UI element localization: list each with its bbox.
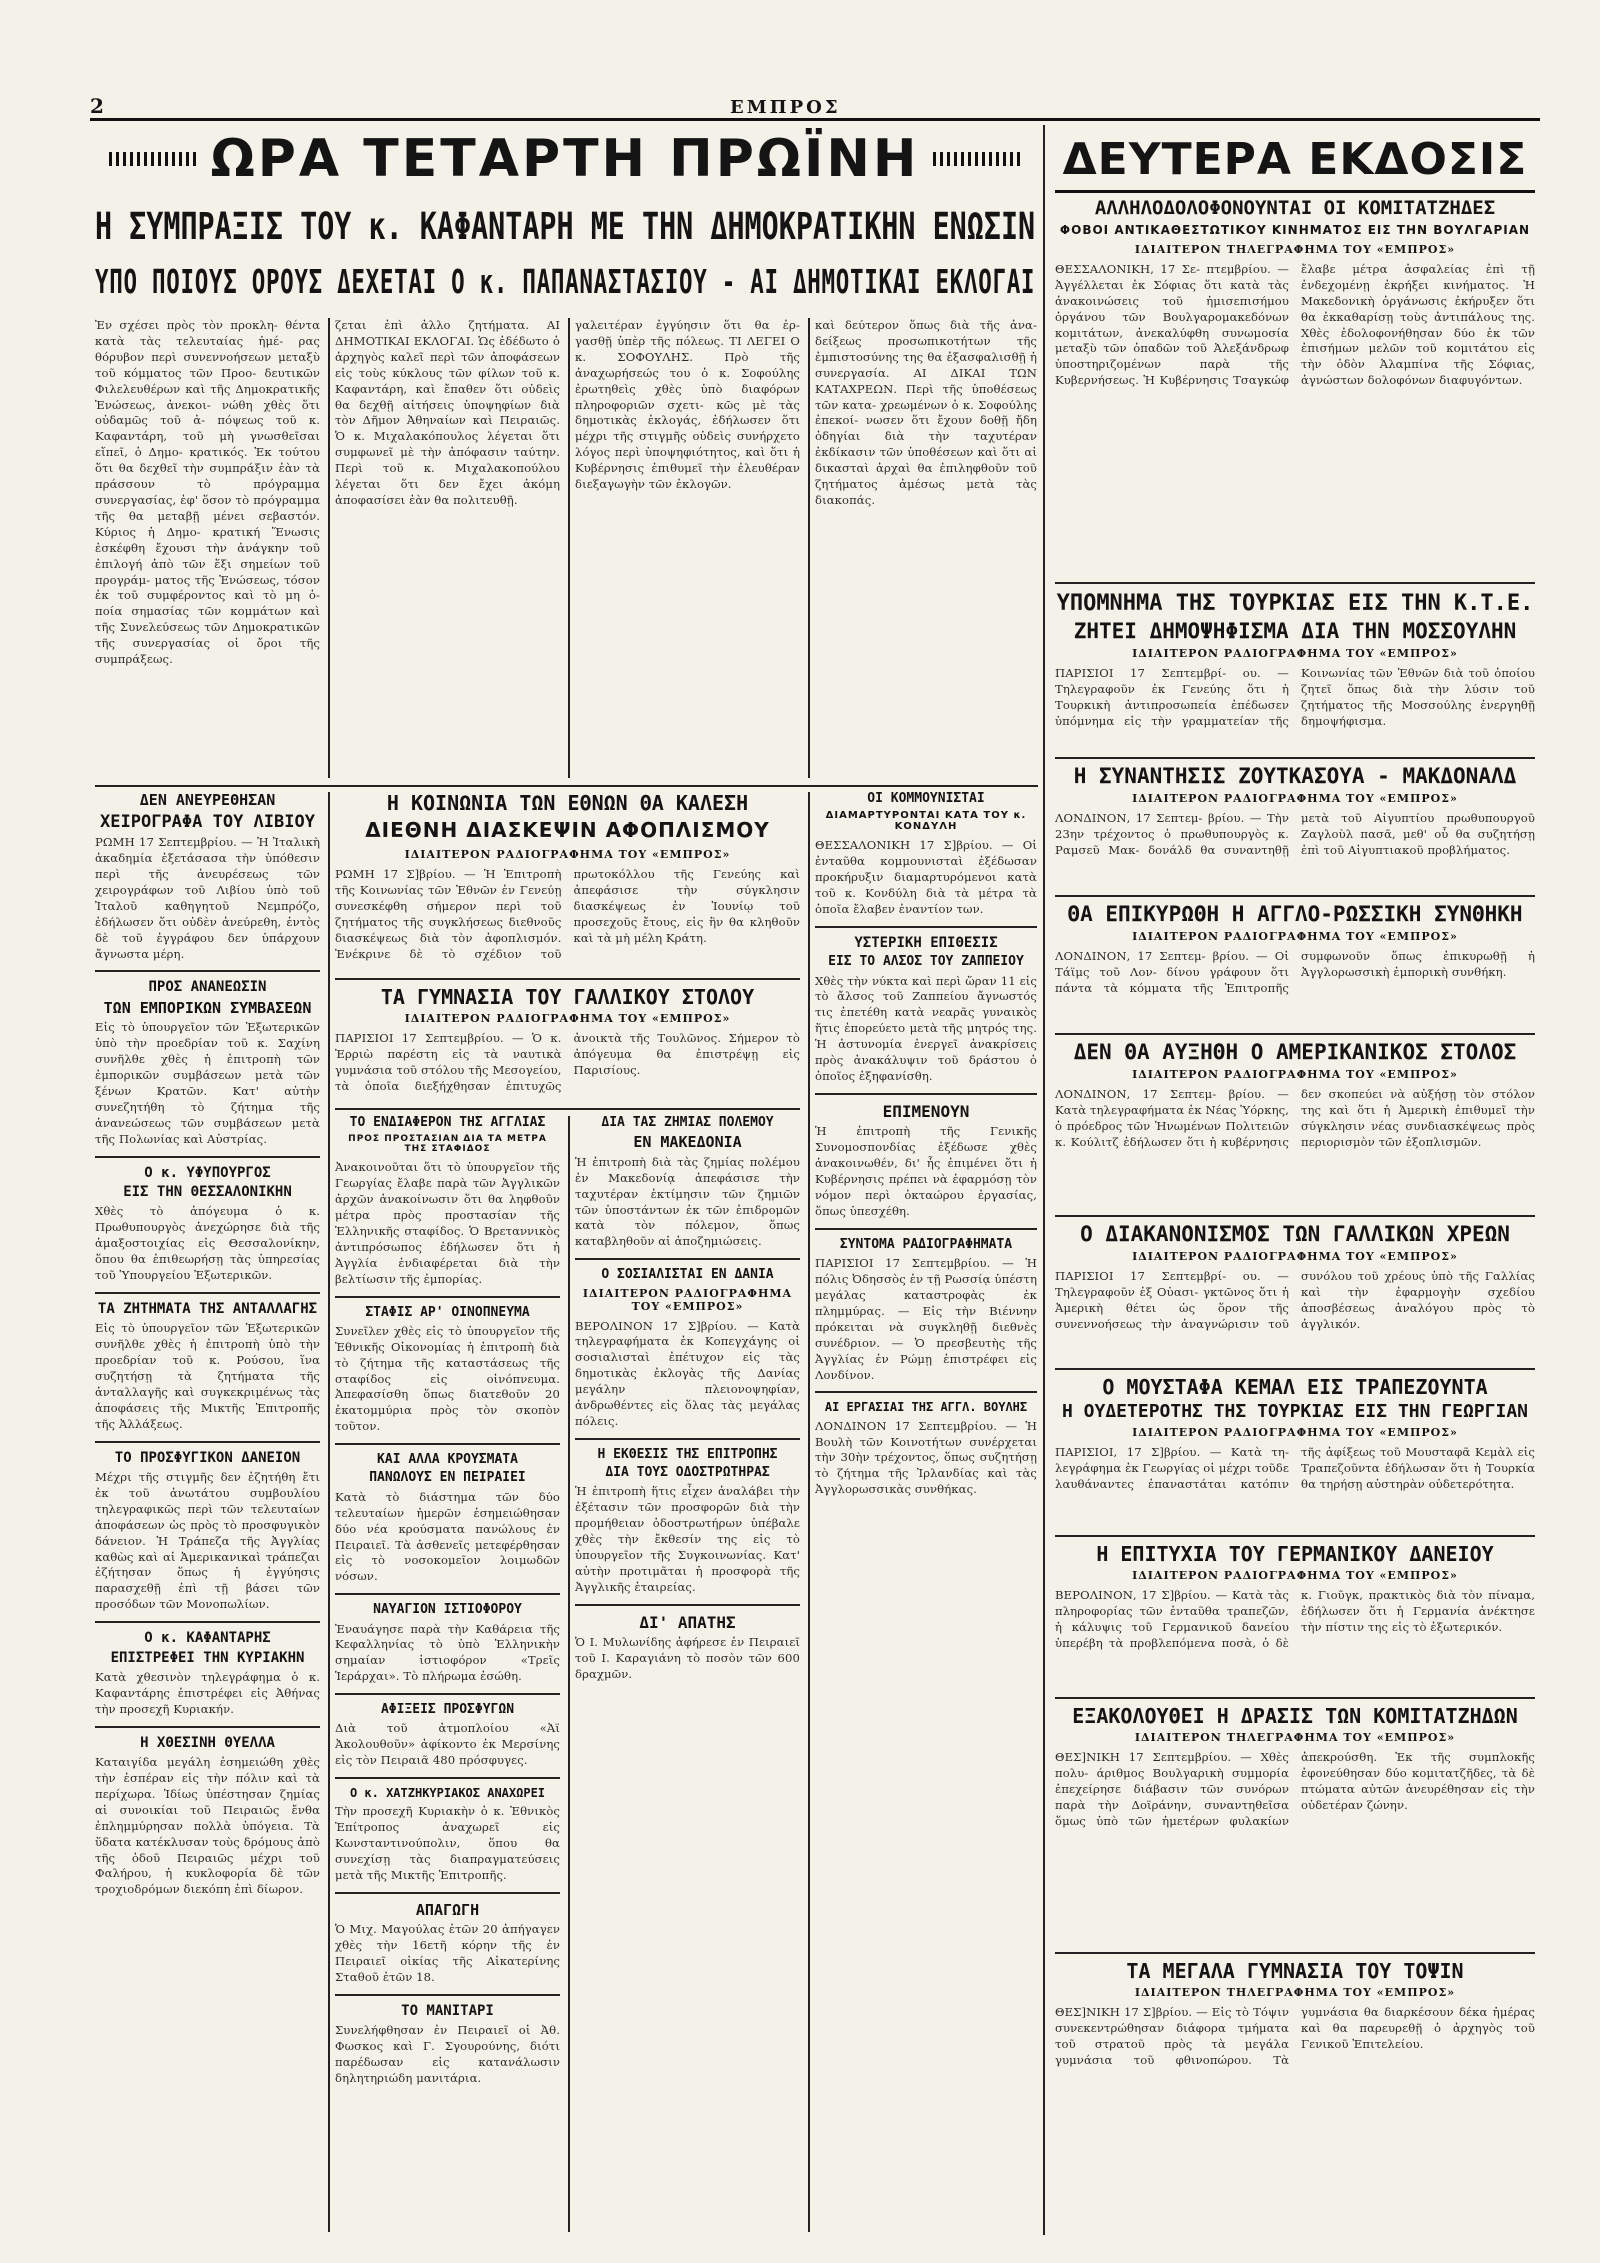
article-anglo-russian: ΘΑ ΕΠΙΚΥΡΩΘΗ Η ΑΓΓΛΟ-ΡΩΣΣΙΚΗ ΣΥΝΘΗΚΗ ΙΔΙΑΙΤΕΡΟΝ ΡΑΔΙΟΓΡΑΦΗΜΑ ΤΟΥ «ΕΜΠΡΟΣ» ΛΟΝΔΙΝΟΝ, 17 Σεπτεμ- βρίου. — Οἱ Τάϊμς τοῦ Λον- δίνου γράφουν ὅτι πάντα τὰ κόμματα τῆς Ἐπιτροπῆς συμφωνοῦν ὅπως ἐπικυρωθῇ ἡ Ἀγγλορωσσικὴ ἐμπορικὴ συνθήκη. [1055,903,1535,995]
column-rule [808,318,810,778]
article-german-loan: Η ΕΠΙΤΥΧΙΑ ΤΟΥ ΓΕΡΜΑΝΙΚΟΥ ΔΑΝΕΙΟΥ ΙΔΙΑΙΤΕΡΟΝ ΡΑΔΙΟΓΡΑΦΗΜΑ ΤΟΥ «ΕΜΠΡΟΣ» ΒΕΡΟΛΙΝΟΝ, 17 Σ]βρίου. — Κατὰ τὰς πληροφορίας τῶν ἐνταῦθα τραπεζῶν, ἡ κάλυψις τοῦ Γερμανικοῦ δανείου ὑπερέβη τὰ προβλεπόμενα ποσὰ, ὁ δὲ κ. Γιοῦγκ, πρακτικὸς διὰ τὸν πίναμα, ἐδήλωσεν ὅτι ἡ Γερμανία ἀνέκτησε τὴν πίστιν της εἰς τὸ ἐξωτερικόν. [1055,1543,1535,1650]
section-rule [1055,1033,1535,1035]
left-news-column: ΔΕΝ ΑΝΕΥΡΕΘΗΣΑΝ ΧΕΙΡΟΓΡΑΦΑ ΤΟΥ ΛΙΒΙΟΥ ΡΩΜΗ 17 Σεπτεμβρίου. — Ἡ Ἰταλικὴ ἀκαδημία ἐξετάσασα τὴν ὑπόθεσιν περὶ τῆς ἀνευρέσεως τῶν χειρογράφων τοῦ Λιβίου ὑπὸ τοῦ Ἰταλοῦ καθηγητοῦ Νεμπρόζο, ἐδήλωσεν ὅτι οὐδὲν ἀνεύρεθη, ἐντὸς δὲ τοῦ ἐγγράφου δεν ὑπάρχουν ἄγνωστα μέρη. ΠΡΟΣ ΑΝΑΝΕΩΣΙΝ ΤΩΝ ΕΜΠΟΡΙΚΩΝ ΣΥΜΒΑΣΕΩΝ Εἰς τὸ ὑπουργεῖον τῶν Ἐξωτερικῶν ὑπὸ τὴν προεδρίαν τοῦ κ. Σαχίνη συνῆλθε χθὲς ἡ ἐπιτροπὴ τῶν ἐμπορικῶν συμβάσεων μετὰ τῶν ξένων Κρατῶν. Κατ' αὐτὴν συνεζητήθη τὸ ζήτημα τῆς ἀνανεώσεως τῶν συμβάσεων μετὰ τῆς Πολωνίας καὶ Αὐστρίας. Ο κ. ΥΦΥΠΟΥΡΓΟΣ ΕΙΣ ΤΗΝ ΘΕΣΣΑΛΟΝΙΚΗΝ Χθὲς τὸ ἀπόγευμα ὁ κ. Πρωθυπουργὸς ἀνεχώρησε διὰ τῆς ἁμαξοστοιχίας εἰς Θεσσαλονίκην, ὅπου θα ἐπιθεωρήσῃ τὰς ὑπηρεσίας τοῦ Ὑπουργείου Ἐξωτερικῶν. ΤΑ ΖΗΤΗΜΑΤΑ ΤΗΣ ΑΝΤΑΛΛΑΓΗΣ Εἰς τὸ ὑπουργεῖον τῶν Ἐξωτερικῶν συνῆλθε χθὲς ἡ ἐπιτροπὴ ὑπὸ τὴν προεδρίαν τοῦ κ. Ρούσου, ἵνα συζητήσῃ τὰ ζητήματα τῆς ἀνταλλαγῆς καὶ συγκεκριμένως τὰς ἀποφάσεις τῆς Μικτῆς Ἐπιτροπῆς τῆς Ἀλλάξεως. ΤΟ ΠΡΟΣΦΥΓΙΚΟΝ ΔΑΝΕΙΟΝ Μέχρι τῆς στιγμῆς δεν ἐζητήθη ἔτι ἐκ τοῦ ἀνωτάτου συμβουλίου τηλεγραφικῶς περὶ τῶν τελευταίων ἀποφάσεων ὡς πρὸς τὸ προσφυγικὸν δάνειον. Ἡ Τράπεζα τῆς Ἀγγλίας καθὼς καὶ αἱ Ἀμερικανικαὶ τράπεζαι ἐζήτησαν ὅπως ἡ ἐγγύησις παρασχεθῇ ἐπὶ τῇ βάσει τῶν προσόδων τῶν Μονοπωλίων. Ο κ. ΚΑΦΑΝΤΑΡΗΣ ΕΠΙΣΤΡΕΦΕΙ ΤΗΝ ΚΥΡΙΑΚΗΝ Κατὰ χθεσινὸν τηλεγράφημα ὁ κ. Καφαντάρης ἐπιστρέφει εἰς Ἀθήνας τὴν προσεχῆ Κυριακήν. Η ΧΘΕΣΙΝΗ ΘΥΕΛΛΑ Καταιγίδα μεγάλη ἐσημειώθη χθὲς τὴν ἑσπέραν εἰς τὴν πόλιν καὶ τὰ περίχωρα. Ἰδίως ὑπέστησαν ζημίας αἱ συνοικίαι τοῦ Πειραιῶς ἔνθα ἐπλημμύρησαν πολλὰ ὑπόγεια. Τὰ ὕδατα κατέκλυσαν τοὺς δρόμους ἀπὸ τῆς ὁδοῦ Πειραιῶς μέχρι τοῦ Φαλήρου, ἡ κυκλοφορία δὲ τῶν τροχιοδρόμων διεκόπη ἐπὶ δίωρον. [95,792,320,1897]
section-rule [1055,1697,1535,1699]
headline-ornament-right [933,152,1021,166]
article-kemal-trebizond: Ο ΜΟΥΣΤΑΦΑ ΚΕΜΑΛ ΕΙΣ ΤΡΑΠΕΖΟΥΝΤΑ Η ΟΥΔΕΤΕΡΟΤΗΣ ΤΗΣ ΤΟΥΡΚΙΑΣ ΕΙΣ ΤΗΝ ΓΕΩΡΓΙΑΝ ΙΔΙΑΙΤΕΡΟΝ ΡΑΔΙΟΓΡΑΦΗΜΑ ΤΟΥ «ΕΜΠΡΟΣ» ΠΑΡΙΣΙΟΙ, 17 Σ]βρίου. — Κατὰ τη- λεγράφημα ἐκ Γεωργίας οἱ μέχρι τοῦδε λαυθάναντες ἐπαναστάται κατόπιν τῆς ἀφίξεως τοῦ Μουσταφᾶ Κεμὰλ εἰς Τραπεζοῦντα ἐδήλωσαν ὅτι ἡ Τουρκία θα τηρήσῃ αὐστηρὰν οὐδετερότητα. [1055,1376,1535,1491]
second-edition-headline: ΔΕΥΤΕΡΑ ΕΚΔΟΣΙΣ [1055,128,1535,193]
column-rule [568,318,570,778]
lead-title-2: ΥΠΟ ΠΟΙΟΥΣ ΟΡΟΥΣ ΔΕΧΕΤΑΙ Ο κ. ΠΑΠΑΝΑΣΤΑΣΙΟΥ - ΑΙ ΔΗΜΟΤΙΚΑΙ ΕΚΛΟΓΑΙ [95,262,1036,301]
section-rule [1055,895,1535,897]
section-rule [1055,757,1535,759]
article-macdonald: Η ΣΥΝΑΝΤΗΣΙΣ ΖΟΥΤΚΑΣΟΥΑ - ΜΑΚΔΟΝΑΛΔ ΙΔΙΑΙΤΕΡΟΝ ΡΑΔΙΟΓΡΑΦΗΜΑ ΤΟΥ «ΕΜΠΡΟΣ» ΛΟΝΔΙΝΟΝ, 17 Σεπτεμ- βρίου. — Τὴν 23ην τρέχοντος ὁ πρωθυπουργὸς κ. Ραμσεῦ Μακ- δονάλδ θα συναντηθῇ μετὰ τοῦ Αἰγυπτίου πρωθυπουργοῦ Ζαγλοὺλ πασᾶ, μεθ' οὗ θα συζητήσῃ ἐπὶ τοῦ Αἰγυπτιακοῦ προβλήματος. [1055,765,1535,857]
middle-news-column-b: ΔΙΑ ΤΑΣ ΖΗΜΙΑΣ ΠΟΛΕΜΟΥ ΕΝ ΜΑΚΕΔΟΝΙΑ Ἡ ἐπιτροπὴ διὰ τὰς ζημίας πολέμου ἐν Μακεδονίᾳ ἀπεφάσισε τὴν ταχυτέραν ἐκτίμησιν τῶν ζημιῶν τῶν ὑποστάντων ἐκ τῶν ἐπιδρομῶν κατὰ τὸν πόλεμον, ὅπως καταβληθοῦν αἱ ἀποζημιώσεις. Ο ΣΟΣΙΑΛΙΣΤΑΙ ΕΝ ΔΑΝΙΑ ΙΔΙΑΙΤΕΡΟΝ ΡΑΔΙΟΓΡΑΦΗΜΑ ΤΟΥ «ΕΜΠΡΟΣ» ΒΕΡΟΛΙΝΟΝ 17 Σ]βρίου. — Κατὰ τηλεγραφήματα ἐκ Κοπεγχάγης οἱ σοσιαλισταὶ ἐπέτυχον εἰς τὰς δημοτικὰς ἐκλογὰς τῆς Δανίας μεγάλην πλειονοψηφίαν, ἀνδρωθέντες εἰς ὅλας τὰς μεγάλας πόλεις. Η ΕΚΘΕΣΙΣ ΤΗΣ ΕΠΙΤΡΟΠΗΣ ΔΙΑ ΤΟΥΣ ΟΔΟΣΤΡΩΤΗΡΑΣ Ἡ ἐπιτροπὴ ἥτις εἶχεν ἀναλάβει τὴν ἐξέτασιν τῶν προσφορῶν διὰ τὴν προμήθειαν ὁδοστρωτήρων ὑπέβαλε χθὲς τὴν ἔκθεσίν της εἰς τὸ ὑπουργεῖον τῆς Συγκοινωνίας. Κατ' αὐτὴν προτιμᾶται ἡ προσφορὰ τῆς Ἀγγλικῆς ἑταιρείας. ΔΙ' ΑΠΑΤΗΣ Ὁ Ι. Μυλωνίδης ἀφήρεσε ἐν Πειραιεῖ τοῦ Ι. Καραγιάνη τὸ ποσὸν τῶν 600 δραχμῶν. [575,1116,800,1682]
section-rule [1055,582,1535,584]
headline-ornament-left [109,152,197,166]
middle-news-column-a: ΤΟ ΕΝΔΙΑΦΕΡΟΝ ΤΗΣ ΑΓΓΛΙΑΣ ΠΡΟΣ ΠΡΟΣΤΑΣΙΑΝ ΔΙΑ ΤΑ ΜΕΤΡΑ ΤΗΣ ΣΤΑΦΙΔΟΣ Ἀνακοινοῦται ὅτι τὸ ὑπουργεῖον τῆς Γεωργίας ἔλαβε παρὰ τῶν Ἀγγλικῶν ἀρχῶν ἀνακοίνωσιν ὅτι θα ληφθοῦν μέτρα πρὸς προστασίαν τῆς Ἑλληνικῆς σταφίδος. Ὁ Βρεταννικὸς ἀντιπρόσωπος ἐδήλωσεν ὅτι ἡ Ἀγγλία ἐνδιαφέρεται διὰ τὴν βελτίωσιν τῆς ἐμπορίας. ΣΤΑΦΙΣ ΑΡ' ΟΙΝΟΠΝΕΥΜΑ Συνεῖλεν χθὲς εἰς τὸ ὑπουργεῖον τῆς Ἐθνικῆς Οἰκονομίας ἡ ἐπιτροπὴ διὰ τὸ ζήτημα τῆς καταστάσεως τῆς σταφίδος εἰς οἰνόπνευμα. Ἀπεφασίσθη ὅπως διατεθοῦν 20 ἑκατομμύρια πρὸς τὸν σκοπὸν τοῦτον. ΚΑΙ ΑΛΛΑ ΚΡΟΥΣΜΑΤΑ ΠΑΝΩΛΟΥΣ ΕΝ ΠΕΙΡΑΙΕΙ Κατὰ τὸ διάστημα τῶν δύο τελευταίων ἡμερῶν ἐσημειώθησαν δύο νέα κρούσματα πανώλους ἐν Πειραιεῖ. Τὰ ἀσθενεῖς μετεφέρθησαν εἰς τὸ νοσοκομεῖον λοιμωδῶν νόσων. ΝΑΥΑΓΙΟΝ ΙΣΤΙΟΦΟΡΟΥ Ἐναυάγησε παρὰ τὴν Καθάρεια τῆς Κεφαλληνίας τὸ ὑπὸ Ἑλληνικὴν σημαίαν ἱστιοφόρον «Τρεῖς Ἱεράρχαι». Τὸ πλήρωμα ἐσώθη. ΑΦΙΞΕΙΣ ΠΡΟΣΦΥΓΩΝ Διὰ τοῦ ἀτμοπλοίου «Ἀϊ Ἀκολουθοῦν» ἀφίκοντο ἐκ Μερσίνης εἰς τὸν Πειραιᾶ 480 πρόσφυγες. Ο κ. ΧΑΤΖΗΚΥΡΙΑΚΟΣ ΑΝΑΧΩΡΕΙ Τὴν προσεχῆ Κυριακὴν ὁ κ. Ἐθνικὸς Ἐπίτροπος ἀναχωρεῖ εἰς Κωνσταντινούπολιν, ὅπου θα συνεχίσῃ τὰς διαπραγματεύσεις μετὰ τῆς Μικτῆς Ἐπιτροπῆς. ΑΠΑΓΩΓΗ Ὁ Μιχ. Μαγούλας ἐτῶν 20 ἀπήγαγεν χθὲς τὴν 16ετῆ κόρην τῆς ἐν Πειραιεῖ οἰκίας τῆς Αἰκατερίνης Σταθοῦ ἐτῶν 18. ΤΟ ΜΑΝΙΤΑΡΙ Συνελήφθησαν ἐν Πειραιεῖ οἱ Ἀθ. Φωσκος καὶ Γ. Σγουρούνης, διότι παρέδωσαν εἰς κατανάλωσιν δηλητηριώδη μανιτάρια. [335,1116,560,2086]
article-french-debts: Ο ΔΙΑΚΑΝΟΝΙΣΜΟΣ ΤΩΝ ΓΑΛΛΙΚΩΝ ΧΡΕΩΝ ΙΔΙΑΙΤΕΡΟΝ ΡΑΔΙΟΓΡΑΦΗΜΑ ΤΟΥ «ΕΜΠΡΟΣ» ΠΑΡΙΣΙΟΙ 17 Σεπτεμβρί- ου. — Τηλεγραφοῦν ἐξ Οὐασι- γκτῶνος ὅτι ἡ Ἀμερικὴ θέτει ὡς ὅρον τῆς συνεννοήσεως τὴν ἀναγνώρισιν τοῦ συνόλου τοῦ χρέους ὑπὸ τῆς Γαλλίας καὶ τὴν ἐφαρμογὴν σχεδίου ἀποσβέσεως ἀναλόγου πρὸς τὸ ἀγγλικόν. [1055,1223,1535,1331]
article-lead-col1: Ἐν σχέσει πρὸς τὸν προκλη- θέντα κατὰ τὰς τελευταίας ἡμέ- ρας θόρυβον περὶ συνεννοήσεων μεταξὺ τοῦ κόμματος τῶν Προο- δευτικῶν Φιλελευθέρων καὶ τῆς Δημοκρατικῆς Ἑνώσεως, ἀνεκοι- νώθη χθὲς ὅτι οὐδαμῶς τοῦ ἀ- πόψεως τοῦ κ. Καφαντάρη, τοῦ μὴ γνωσθεῖσαι εἴπεῖ, ὁ Δημο- κρατικός. Ἐκ τούτου ὅτι θα δεχθεῖ τὴν συμπράξιν ἐὰν τὰ πράσσουν τὸ πρόγραμμα συνεργασίας, ἐφ' ὅσον τὸ πρόγραμμα τῆς θα μεταβῇ μένει σεβαστόν. Κύριος ἡ Δημο- κρατική Ἕνωσις ἐσκέφθη ἔχουσι τὴν ἀνάγκην τοῦ ἐπιλογή ἀπὸ τῶν ἕξι σημείων τοῦ προγράμ- ματος τῆς Ἑνώσεως, τόσον ἐκ τοῦ συμφέροντος καὶ τὸ μη ὁ- ποία σημασίας τῶν κομμάτων καὶ τῆς Συνελεύσεως τῶν Δημοκρατικῶν τῆς συνεργασίας οἱ ὄροι τῆς συμπράξεως. [95,318,320,667]
article-lead-col3: γαλειτέραν ἐγγύησιν ὅτι θα ἐρ- γασθῇ ὑπὲρ τῆς πόλεως. ΤΙ ΛΕΓΕΙ Ο κ. ΣΟΦΟΥΛΗΣ. Πρὸ τῆς ἀναχωρήσεώς του ὁ κ. Σοφούλης ἐρωτηθεὶς χθὲς ὑπὸ διαφόρων πληροφοριῶν σχετι- κῶς μὲ τὰς δημοτικὰς ἐκλογάς, ἐδήλωσεν ὅτι μέχρι τῆς στιγμῆς οὐδεὶς συνήρχετο λόγος περὶ ὑποψηφιότητος, καὶ ὅτι ἡ Κυβέρνησις ἐπιθυμεῖ τὴν ἐλευθέραν διεξαγωγὴν τῶν ἐκλογῶν. [575,318,800,492]
article-lead-col2: ζεται ἐπὶ ἀλλο ζητήματα. ΑΙ ΔΗΜΟΤΙΚΑΙ ΕΚΛΟΓΑΙ. Ὡς ἐδέδωτο ὁ ἀρχηγὸς καλεῖ περὶ τῶν ἀποφάσεων εἰς τοὺς κύκλους τῶν φίλων τοῦ κ. Καφαντάρη, καὶ ἔπαθεν ὅτι οὐδεὶς θα δεχθῇ αἰτήσεις ὑποψηφίων διὰ τὸν Δῆμον Ἀθηναίων καὶ Πειραιῶς. Ὁ κ. Μιχαλακόπουλος λέγεται ὅτι συμφωνεῖ μὲ τὴν ἀπόφασιν ταύτην. Περὶ τοῦ κ. Μιχαλακοπούλου λέγεται ὅτι δεν ἔχει ἀκόμη ἀποφασίσει ἐὰν θα πολιτευθῇ. [335,318,560,507]
article-topsin-maneuvers: ΤΑ ΜΕΓΑΛΑ ΓΥΜΝΑΣΙΑ ΤΟΥ ΤΟΨΙΝ ΙΔΙΑΙΤΕΡΟΝ ΤΗΛΕΓΡΑΦΗΜΑ ΤΟΥ «ΕΜΠΡΟΣ» ΘΕΣ]ΝΙΚΗ 17 Σ]βρίου. — Εἰς τὸ Τόψιν συνεκεντρώθησαν διάφορα τμήματα τοῦ στρατοῦ πρὸς τὰ μεγάλα γυμνάσια τοῦ φθινοπώρου. Τὰ γυμνάσια θα διαρκέσουν δέκα ἡμέρας καὶ θα παρευρεθῇ ὁ ἀρχηγὸς τοῦ Γενικοῦ Ἐπιτελείου. [1055,1960,1535,2067]
section-rule [1055,1215,1535,1217]
column-rule [808,792,810,2232]
article-league-disarmament: Η ΚΟΙΝΩΝΙΑ ΤΩΝ ΕΘΝΩΝ ΘΑ ΚΑΛΕΣΗ ΔΙΕΘΝΗ ΔΙΑΣΚΕΨΙΝ ΑΦΟΠΛΙΣΜΟΥ ΙΔΙΑΙΤΕΡΟΝ ΡΑΔΙΟΓΡΑΦΗΜΑ ΤΟΥ «ΕΜΠΡΟΣ» ΡΩΜΗ 17 Σ]βρίου. — Ἡ Ἐπιτροπὴ τῆς Κοινωνίας τῶν Ἐθνῶν ἐν Γενεύῃ συνεσκέφθη σήμερον περὶ τοῦ ζητήματος τῆς συγκλήσεως διεθνοῦς διασκέψεως διὰ τὸν ἀφοπλισμόν. Ἐνέκρινε δὲ τὸ σχέδιον τοῦ πρωτοκόλλου τῆς Γενεύης καὶ ἀπεφάσισε τὴν σύγκλησιν διασκέψεως ἐν Ἰουνίῳ τοῦ προσεχοῦς ἔτους, εἰς ἣν θα κληθοῦν καὶ τὰ μὴ μέλη Κράτη. [335,792,800,961]
article-komitatzides-activity: ΕΞΑΚΟΛΟΥΘΕΙ Η ΔΡΑΣΙΣ ΤΩΝ ΚΟΜΙΤΑΤΖΗΔΩΝ ΙΔΙΑΙΤΕΡΟΝ ΤΗΛΕΓΡΑΦΗΜΑ ΤΟΥ «ΕΜΠΡΟΣ» ΘΕΣ]ΝΙΚΗ 17 Σεπτεμβρίου. — Χθὲς πολυ- άριθμος Βουλγαρικὴ συμμορία ἐπεχείρησε διάβασιν τῶν συνόρων παρὰ τὴν Δοϊράνην, συναντηθεῖσα ὅμως ὑπὸ τῶν ἡμετέρων φυλακίων ἀπεκρούσθη. Ἐκ τῆς συμπλοκῆς ἐφονεύθησαν δύο κομιτατζῆδες, τὰ δὲ πτώματα αὐτῶν ἀνευρέθησαν εἰς τὴν οὐδετέραν ζώνην. [1055,1705,1535,1828]
column-rule [328,792,330,2232]
article-tourkia-memo: ΥΠΟΜΝΗΜΑ ΤΗΣ ΤΟΥΡΚΙΑΣ ΕΙΣ ΤΗΝ Κ.Τ.Ε. ΖΗΤΕΙ ΔΗΜΟΨΗΦΙΣΜΑ ΔΙΑ ΤΗΝ ΜΟΣΣΟΥΛΗΝ ΙΔΙΑΙΤΕΡΟΝ ΡΑΔΙΟΓΡΑΦΗΜΑ ΤΟΥ «ΕΜΠΡΟΣ» ΠΑΡΙΣΙΟΙ 17 Σεπτεμβρί- ου. — Τηλεγραφοῦν ἐκ Γενεύης ὅτι ἡ Τουρκικὴ ἀντιπροσωπεία ἐπέδωσεν ὑπόμνημα εἰς τὴν γραμματείαν τῆς Κοινωνίας τῶν Ἐθνῶν διὰ τοῦ ὁποίου ζητεῖ ὅπως διὰ τὴν λύσιν τοῦ ζητήματος τῆς Μοσσούλης ἐνεργηθῇ δημοψήφισμα. [1055,592,1535,728]
article-french-fleet: ΤΑ ΓΥΜΝΑΣΙΑ ΤΟΥ ΓΑΛΛΙΚΟΥ ΣΤΟΛΟΥ ΙΔΙΑΙΤΕΡΟΝ ΡΑΔΙΟΓΡΑΦΗΜΑ ΤΟΥ «ΕΜΠΡΟΣ» ΠΑΡΙΣΙΟΙ 17 Σεπτεμβρίου. — Ὁ κ. Ἐρριὼ παρέστη εἰς τὰ ναυτικὰ γυμνάσια τοῦ στόλου τῆς Μεσογείου, τὰ ὁποῖα διεξήχθησαν ἐπιτυχῶς ἀνοικτὰ τῆς Τουλῶνος. Σήμερον τὸ ἀπόγευμα θα ἐπιστρέψῃ εἰς Παρισίους. [335,986,800,1093]
main-headline-text: ΩΡΑ ΤΕΤΑΡΤΗ ΠΡΩΪΝΗ [210,129,920,189]
page-number: 2 [90,94,104,118]
section-rule [1055,1368,1535,1370]
section-rule [95,785,1038,787]
column-rule [568,1116,570,2232]
lead-title-1: Η ΣΥΜΠΡΑΞΙΣ ΤΟΥ κ. ΚΑΦΑΝΤΑΡΗ ΜΕ ΤΗΝ ΔΗΜΟΚΡΑΤΙΚΗΝ ΕΝΩΣΙΝ [95,205,1036,248]
masthead [90,94,1540,121]
section-rule [335,978,800,980]
article-american-fleet: ΔΕΝ ΘΑ ΑΥΞΗΘΗ Ο ΑΜΕΡΙΚΑΝΙΚΟΣ ΣΤΟΛΟΣ ΙΔΙΑΙΤΕΡΟΝ ΡΑΔΙΟΓΡΑΦΗΜΑ ΤΟΥ «ΕΜΠΡΟΣ» ΛΟΝΔΙΝΟΝ, 17 Σεπτεμ- βρίου. — Κατὰ τηλεγραφήματα ἐκ Νέας Ὑόρκης, ὁ πρόεδρος τῶν Ἡνωμένων Πολιτειῶν κ. Κούλιτζ ἐδήλωσεν ὅτι ἡ κυβέρνησις δεν σκοπεύει νὰ αὐξήσῃ τὸν στόλον της καὶ ὅτι ἡ Ἀμερικὴ ἐπιθυμεῖ τὴν σύγκλησιν νέας συνδιασκέψεως πρὸς περιορισμὸν τῶν ἐξοπλισμῶν. [1055,1041,1535,1149]
section-rule [1055,1535,1535,1537]
article-lead-col4: καὶ δεύτερον ὅπως διὰ τῆς ἀνα- δείξεως προσωπικοτήτων τῆς ἐμπιστοσύνης της θα ἐξασφαλισθῇ ἡ συνεργασία. ΑΙ ΔΙΚΑΙ ΤΩΝ ΚΑΤΑΧΡΕΩΝ. Περὶ τῆς ὑποθέσεως τῶν κατα- χρεωμένων ὁ κ. Σοφούλης ἐπεκοί- νωσεν ὅτι ἔχουν δοθῇ ἤδη ὁδηγίαι διὰ τὴν ταχυτέραν ἐκδίκασιν τῶν ὑποθέσεων καὶ ὅτι αἱ δικασταὶ ἀρχαὶ θα ἐπιληφθοῦν τοῦ ζητήματος ἀμέσως μετὰ τὰς διακοπάς. [815,318,1037,507]
news-column-four: ΟΙ ΚΟΜΜΟΥΝΙΣΤΑΙ ΔΙΑΜΑΡΤΥΡΟΝΤΑΙ ΚΑΤΑ ΤΟΥ κ. ΚΟΝΔΥΛΗ ΘΕΣΣΑΛΟΝΙΚΗ 17 Σ]βρίου. — Οἱ ἐνταῦθα κομμουνισταὶ ἐξέδωσαν προκήρυξιν διαμαρτυρόμενοι κατὰ τοῦ κ. Κονδύλη διὰ τὰ μέτρα τὰ ὁποῖα ἔλαβεν ἐναντίον των. ΥΣΤΕΡΙΚΗ ΕΠΙΘΕΣΙΣ ΕΙΣ ΤΟ ΑΛΣΟΣ ΤΟΥ ΖΑΠΠΕΙΟΥ Χθὲς τὴν νύκτα καὶ περὶ ὥραν 11 εἰς τὸ ἄλσος τοῦ Ζαππείου ἄγνωστός τις ἐπετέθη κατὰ νεαρᾶς γυναικὸς ἥτις ἐπορεύετο μετὰ τῆς μητρός της. Ἡ ἀστυνομία ἐνεργεῖ ἀνακρίσεις πρὸς ἀνακάλυψιν τοῦ δράστου ὁ ὁποῖος ἐξηφανίσθη. ΕΠΙΜΕΝΟΥΝ Ἡ ἐπιτροπὴ τῆς Γενικῆς Συνομοσπονδίας ἐξέδωσε χθὲς ἀνακοινωθέν, δι' ἧς ἐπιμένει ὅτι ἡ Κυβέρνησις πρέπει νὰ ἐφαρμόσῃ τὸν νόμον περὶ ὀκταώρου ἐργασίας, ὅπως ὑπεσχέθη. ΣΥΝΤΟΜΑ ΡΑΔΙΟΓΡΑΦΗΜΑΤΑ ΠΑΡΙΣΙΟΙ 17 Σεπτεμβρίου. — Ἡ πόλις Ὀδησσὸς ἐν τῇ Ρωσσίᾳ ὑπέστη μεγάλας καταστροφὰς ἐκ πλημμύρας. — Εἰς τὴν Βιέννην πρόκειται νὰ συγκληθῇ διεθνὲς συνέδριον. — Ὁ πρεσβευτὴς τῆς Ἀγγλίας ἐν Ρώμῃ ἐπιστρέφει εἰς Λονδίνον. ΑΙ ΕΡΓΑΣΙΑΙ ΤΗΣ ΑΓΓΛ. ΒΟΥΛΗΣ ΛΟΝΔΙΝΟΝ 17 Σεπτεμβρίου. — Ἡ Βουλὴ τῶν Κοινοτήτων συνέρχεται τὴν 30ὴν τρέχοντος, ὅπως συζητήσῃ τὸ ζήτημα τῆς Ἰρλανδίας καὶ τὰς Ἀγγλορωσσικὰς συνθήκας. [815,792,1037,1497]
main-headline [95,128,1035,190]
column-rule [1043,125,1045,2235]
article-komitatzides: ΑΛΛΗΛΟΔΟΛΟΦΟΝΟΥΝΤΑΙ ΟΙ ΚΟΜΙΤΑΤΖΗΔΕΣ ΦΟΒΟΙ ΑΝΤΙΚΑΘΕΣΤΩΤΙΚΟΥ ΚΙΝΗΜΑΤΟΣ ΕΙΣ ΤΗΝ ΒΟΥΛΓΑΡΙΑΝ ΙΔΙΑΙΤΕΡΟΝ ΤΗΛΕΓΡΑΦΗΜΑ ΤΟΥ «ΕΜΠΡΟΣ» ΘΕΣΣΑΛΟΝΙΚΗ, 17 Σε- πτεμβρίου. — Ἀγγέλλεται ἐκ Σόφιας ὅτι κατὰ τὰς ἀνακοινώσεις τοῦ ἡμισεπισήμου ὀργάνου τῶν Βουλγαρομακεδόνων κομιτάτων, ἀνεκαλύφθη συνωμοσία μεταξὺ τῶν ὀπαδῶν τοῦ Ἀλεξάνδρωφ ὑποστηριζομένων παρὰ τῆς Κυβερνήσεως. Ἡ Κυβέρνησις Τσαγκώφ ἔλαβε μέτρα ἀσφαλείας ἐπὶ τῇ ἐνδεχομένῃ ἐκρήξει κινήματος. Ἡ Μακεδονικὴ ὀργάνωσις ἐκήρυξεν ὅτι θα ἐκκαθαρίσῃ τοὺς ἀντιπάλους της. Χθὲς ἐδολοφονήθησαν δύο ἐκ τῶν ἐπισήμων μελῶν τοῦ κομιτάτου εἰς τὴν ὁδὸν Ἀλαμπίνα τῆς Σόφιας, ἀγνώστων δολοφόνων διαφυγόντων. [1055,198,1535,388]
section-rule [335,1108,800,1110]
newspaper-name: ΕΜΠΡΟΣ [730,97,841,118]
section-rule [1055,1952,1535,1954]
column-rule [328,318,330,778]
